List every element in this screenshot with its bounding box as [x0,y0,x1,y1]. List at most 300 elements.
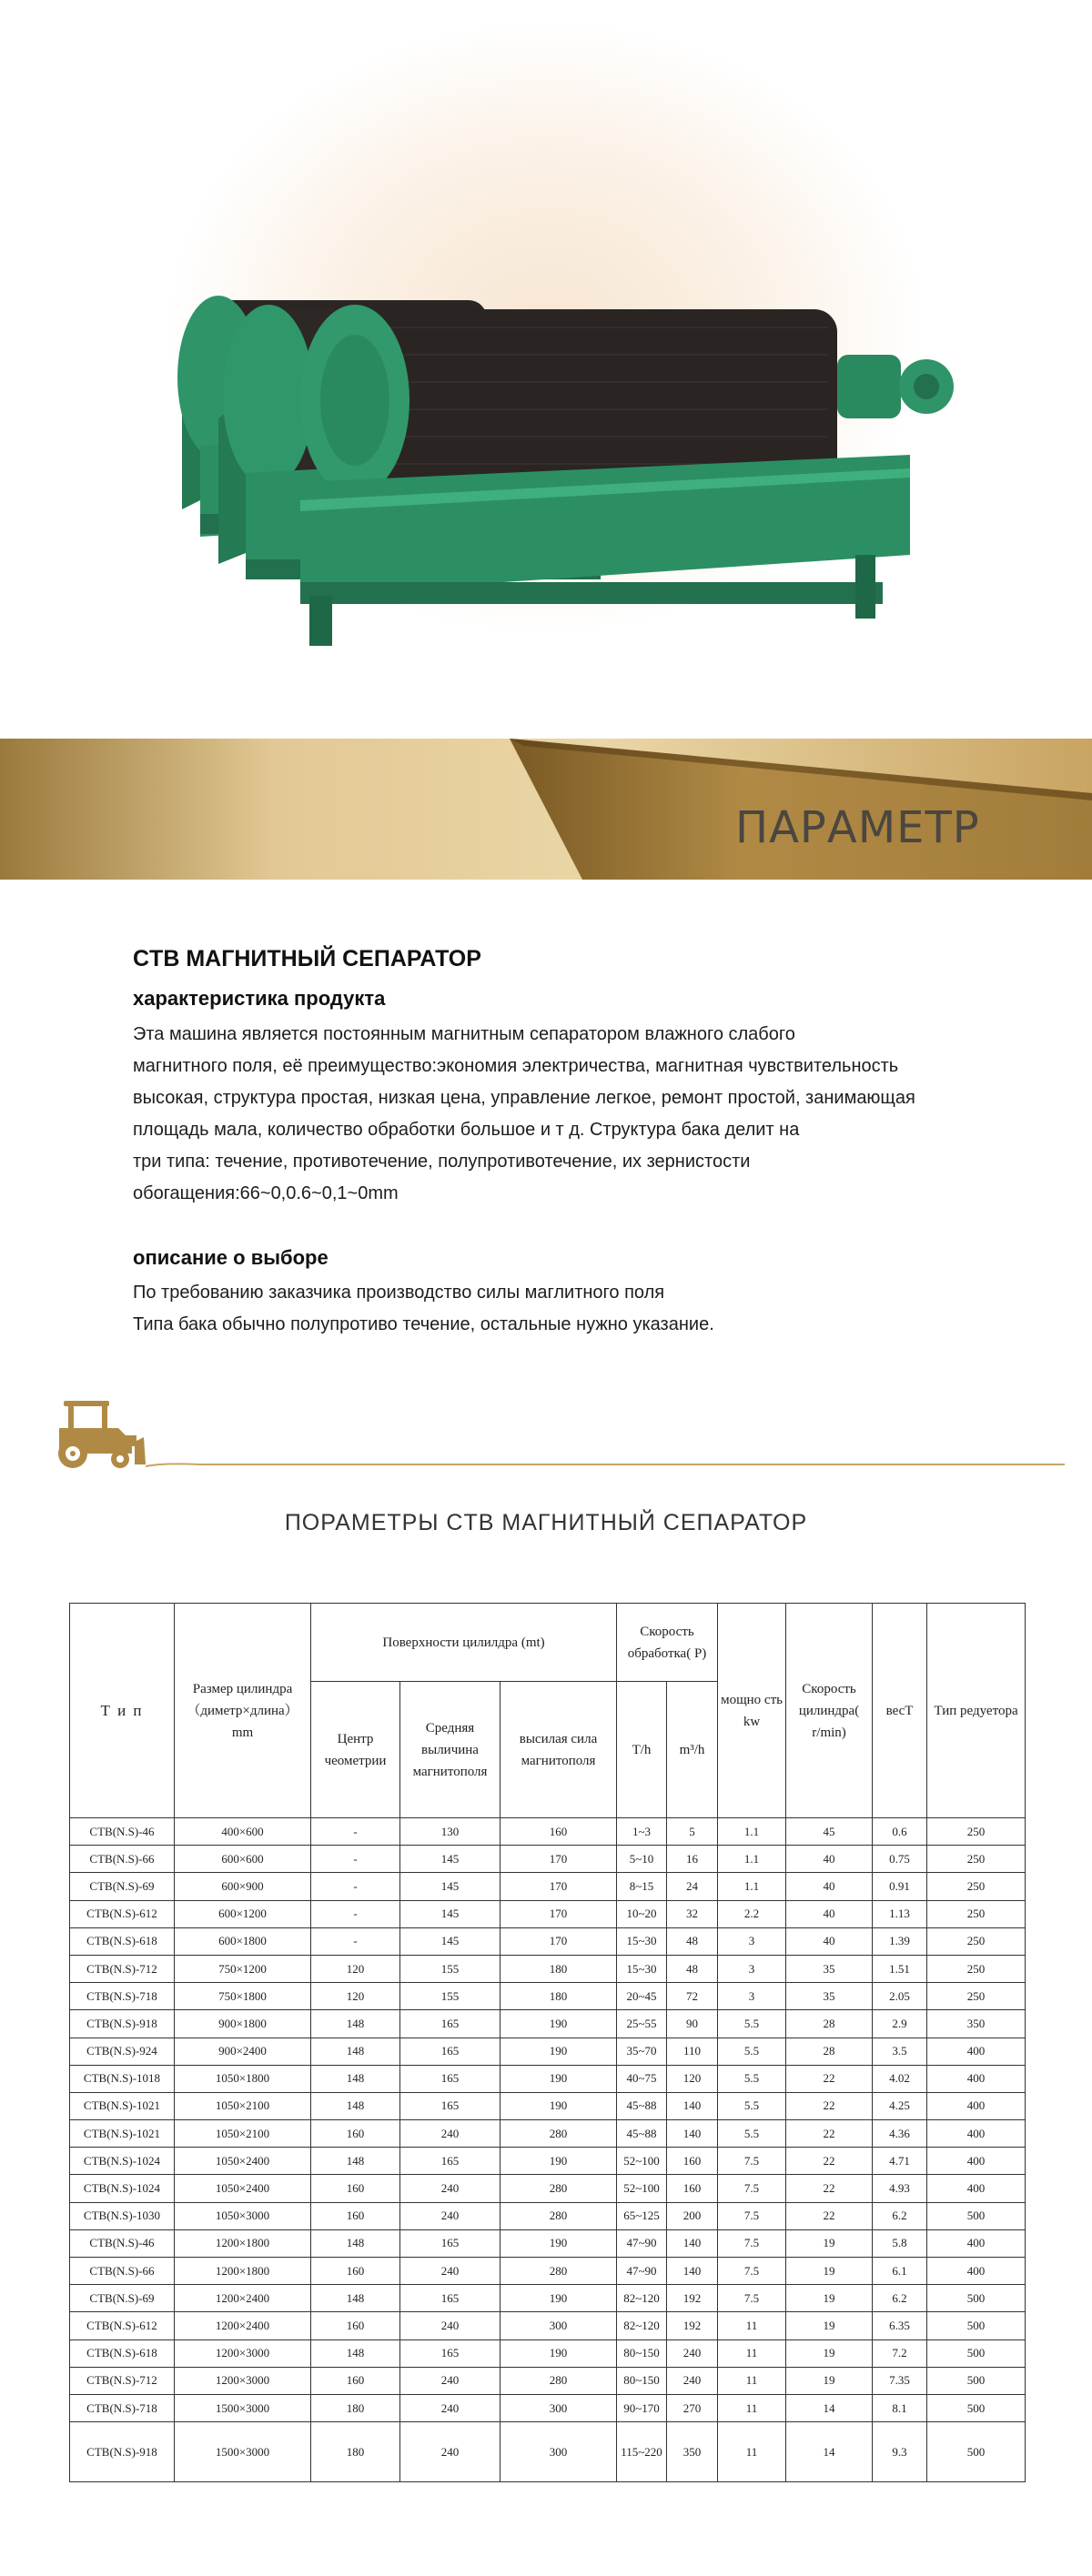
cell-avg: 165 [400,2038,500,2065]
cell-th: 45~88 [617,2120,667,2148]
header-avg: Средняя выличина магнитополя [400,1682,500,1818]
cell-type: CTB(N.S)-1018 [70,2065,175,2092]
cell-max: 300 [500,2422,617,2482]
cell-rpm: 28 [786,2010,873,2038]
cell-center: 148 [311,2148,400,2175]
cell-reducer: 250 [927,1955,1026,1982]
cell-max: 190 [500,2038,617,2065]
cell-avg: 155 [400,1983,500,2010]
selection-line: Типа бака обычно полупротиво течение, остальные нужно указание. [133,1314,714,1334]
cell-size: 1050×1800 [175,2065,311,2092]
table-row [70,1927,1026,1955]
cell-power: 11 [718,2422,786,2482]
cell-max: 280 [500,2120,617,2148]
cell-reducer: 250 [927,1983,1026,2010]
cell-m3h: 32 [667,1900,718,1927]
cell-th: 1~3 [617,1818,667,1846]
cell-avg: 145 [400,1846,500,1873]
cell-power: 7.5 [718,2175,786,2202]
cell-m3h: 72 [667,1983,718,2010]
cell-avg: 145 [400,1900,500,1927]
cell-weight: 5.8 [873,2229,927,2257]
cell-weight: 2.05 [873,1983,927,2010]
cell-m3h: 140 [667,2092,718,2119]
cell-type: CTB(N.S)-712 [70,2367,175,2394]
table-row [70,1873,1026,1900]
cell-weight: 7.35 [873,2367,927,2394]
cell-avg: 165 [400,2092,500,2119]
cell-size: 1500×3000 [175,2394,311,2421]
cell-rpm: 40 [786,1927,873,1955]
table-row [70,2422,1026,2482]
table-row [70,1818,1026,1846]
table-row [70,2285,1026,2312]
cell-center: 160 [311,2312,400,2340]
cell-max: 190 [500,2148,617,2175]
tractor-divider [18,1392,1065,1474]
cell-avg: 165 [400,2148,500,2175]
cell-avg: 145 [400,1873,500,1900]
cell-avg: 240 [400,2175,500,2202]
cell-m3h: 192 [667,2312,718,2340]
table-row [70,2340,1026,2367]
cell-center: 160 [311,2202,400,2229]
cell-rpm: 22 [786,2065,873,2092]
cell-avg: 165 [400,2229,500,2257]
table-row [70,2258,1026,2285]
cell-max: 180 [500,1955,617,1982]
header-surface: Поверхности цилилдра (mt) [311,1604,617,1682]
cell-power: 11 [718,2367,786,2394]
cell-m3h: 120 [667,2065,718,2092]
cell-max: 280 [500,2367,617,2394]
cell-m3h: 270 [667,2394,718,2421]
table-row [70,2394,1026,2421]
cell-rpm: 40 [786,1846,873,1873]
cell-reducer: 500 [927,2367,1026,2394]
table-row [70,1983,1026,2010]
cell-rpm: 14 [786,2422,873,2482]
cell-max: 170 [500,1873,617,1900]
cell-power: 7.5 [718,2285,786,2312]
cell-th: 35~70 [617,2038,667,2065]
cell-power: 2.2 [718,1900,786,1927]
table-row [70,2010,1026,2038]
cell-type: CTB(N.S)-718 [70,1983,175,2010]
cell-type: CTB(N.S)-618 [70,2340,175,2367]
cell-weight: 0.75 [873,1846,927,1873]
cell-max: 300 [500,2394,617,2421]
cell-size: 900×1800 [175,2010,311,2038]
cell-m3h: 240 [667,2340,718,2367]
cell-m3h: 140 [667,2120,718,2148]
cell-power: 5.5 [718,2065,786,2092]
cell-power: 7.5 [718,2202,786,2229]
description-line: Эта машина является постоянным магнитным сепаратором влажного слабого [133,1024,795,1044]
cell-reducer: 400 [927,2175,1026,2202]
cell-power: 3 [718,1983,786,2010]
table-row [70,2175,1026,2202]
cell-m3h: 140 [667,2258,718,2285]
cell-weight: 4.36 [873,2120,927,2148]
cell-center: 148 [311,2285,400,2312]
cell-size: 1200×3000 [175,2367,311,2394]
cell-reducer: 500 [927,2394,1026,2421]
cell-th: 25~55 [617,2010,667,2038]
product-title: CTB МАГНИТНЫЙ СЕПАРАТОР [133,946,481,971]
cell-size: 750×1800 [175,1983,311,2010]
cell-reducer: 500 [927,2312,1026,2340]
cell-weight: 0.6 [873,1818,927,1846]
spec-table [69,1603,1026,2482]
cell-reducer: 400 [927,2148,1026,2175]
cell-m3h: 140 [667,2229,718,2257]
cell-size: 1500×3000 [175,2422,311,2482]
cell-power: 7.5 [718,2148,786,2175]
table-row [70,2092,1026,2119]
cell-rpm: 22 [786,2092,873,2119]
cell-weight: 6.1 [873,2258,927,2285]
cell-weight: 6.2 [873,2202,927,2229]
cell-rpm: 22 [786,2120,873,2148]
description-line: высокая, структура простая, низкая цена, управление легкое, ремонт простой, занимающая [133,1088,915,1108]
cell-reducer: 400 [927,2038,1026,2065]
table-row [70,1900,1026,1927]
cell-max: 190 [500,2340,617,2367]
cell-th: 47~90 [617,2229,667,2257]
parameter-banner [0,739,1092,880]
cell-type: CTB(N.S)-1024 [70,2148,175,2175]
cell-m3h: 192 [667,2285,718,2312]
cell-max: 190 [500,2229,617,2257]
cell-size: 1050×2400 [175,2175,311,2202]
cell-m3h: 16 [667,1846,718,1873]
cell-power: 11 [718,2394,786,2421]
cell-weight: 4.25 [873,2092,927,2119]
cell-th: 15~30 [617,1927,667,1955]
cell-th: 80~150 [617,2367,667,2394]
cell-center: - [311,1818,400,1846]
cell-max: 300 [500,2312,617,2340]
cell-size: 600×900 [175,1873,311,1900]
cell-type: CTB(N.S)-918 [70,2010,175,2038]
table-row [70,2038,1026,2065]
cell-reducer: 400 [927,2229,1026,2257]
cell-power: 11 [718,2312,786,2340]
cell-rpm: 22 [786,2148,873,2175]
cell-power: 1.1 [718,1846,786,1873]
banner-title: ПАРАМЕТР [735,802,980,853]
table-row [70,2120,1026,2148]
cell-type: CTB(N.S)-918 [70,2422,175,2482]
cell-max: 280 [500,2175,617,2202]
cell-th: 5~10 [617,1846,667,1873]
cell-max: 190 [500,2092,617,2119]
cell-rpm: 19 [786,2367,873,2394]
cell-size: 1200×2400 [175,2312,311,2340]
cell-max: 190 [500,2065,617,2092]
cell-size: 1050×3000 [175,2202,311,2229]
cell-size: 600×600 [175,1846,311,1873]
cell-avg: 240 [400,2120,500,2148]
cell-weight: 1.39 [873,1927,927,1955]
cell-rpm: 19 [786,2285,873,2312]
cell-type: CTB(N.S)-612 [70,1900,175,1927]
table-row [70,1846,1026,1873]
cell-center: - [311,1900,400,1927]
cell-th: 20~45 [617,1983,667,2010]
cell-avg: 130 [400,1818,500,1846]
table-title: ПОРАМЕТРЫ CTB МАГНИТНЫЙ СЕПАРАТОР [284,1510,808,1535]
cell-size: 600×1800 [175,1927,311,1955]
cell-reducer: 500 [927,2202,1026,2229]
cell-avg: 240 [400,2394,500,2421]
table-row [70,2148,1026,2175]
cell-center: 180 [311,2394,400,2421]
cell-rpm: 35 [786,1955,873,1982]
cell-th: 115~220 [617,2422,667,2482]
cell-type: CTB(N.S)-66 [70,1846,175,1873]
cell-center: 148 [311,2229,400,2257]
cell-weight: 9.3 [873,2422,927,2482]
cell-reducer: 250 [927,1873,1026,1900]
cell-th: 45~88 [617,2092,667,2119]
cell-reducer: 250 [927,1846,1026,1873]
cell-avg: 145 [400,1927,500,1955]
cell-center: 120 [311,1983,400,2010]
cell-th: 52~100 [617,2148,667,2175]
cell-center: 148 [311,2340,400,2367]
header-weight: весТ [873,1604,927,1818]
cell-avg: 240 [400,2202,500,2229]
cell-center: - [311,1846,400,1873]
cell-rpm: 40 [786,1873,873,1900]
cell-max: 190 [500,2010,617,2038]
spec-table-body [70,1818,1026,2482]
cell-size: 1200×3000 [175,2340,311,2367]
cell-th: 80~150 [617,2340,667,2367]
cell-size: 1050×2100 [175,2120,311,2148]
cell-center: - [311,1927,400,1955]
cell-center: 148 [311,2010,400,2038]
table-row [70,1955,1026,1982]
cell-center: 120 [311,1955,400,1982]
cell-center: - [311,1873,400,1900]
cell-max: 280 [500,2258,617,2285]
cell-th: 15~30 [617,1955,667,1982]
cell-avg: 240 [400,2422,500,2482]
cell-size: 900×2400 [175,2038,311,2065]
cell-max: 280 [500,2202,617,2229]
cell-max: 160 [500,1818,617,1846]
cell-avg: 155 [400,1955,500,1982]
cell-reducer: 500 [927,2340,1026,2367]
cell-power: 7.5 [718,2229,786,2257]
header-size: Размер цилиндра （диметр×длина） mm [175,1604,311,1818]
selection-heading: описание о выборе [133,1246,329,1269]
cell-power: 3 [718,1955,786,1982]
cell-avg: 165 [400,2285,500,2312]
cell-size: 750×1200 [175,1955,311,1982]
cell-type: CTB(N.S)-66 [70,2258,175,2285]
cell-th: 90~170 [617,2394,667,2421]
cell-th: 82~120 [617,2312,667,2340]
cell-weight: 2.9 [873,2010,927,2038]
table-row [70,2312,1026,2340]
cell-avg: 165 [400,2010,500,2038]
cell-rpm: 35 [786,1983,873,2010]
cell-reducer: 400 [927,2092,1026,2119]
cell-reducer: 350 [927,2010,1026,2038]
cell-type: CTB(N.S)-718 [70,2394,175,2421]
cell-center: 148 [311,2065,400,2092]
cell-center: 148 [311,2038,400,2065]
cell-max: 170 [500,1927,617,1955]
cell-type: CTB(N.S)-69 [70,1873,175,1900]
cell-reducer: 250 [927,1900,1026,1927]
header-center: Центр чеометрии [311,1682,400,1818]
cell-avg: 240 [400,2312,500,2340]
cell-rpm: 19 [786,2340,873,2367]
header-rpm: Скорость цилиндра( r/min) [786,1604,873,1818]
cell-reducer: 400 [927,2065,1026,2092]
cell-center: 148 [311,2092,400,2119]
cell-reducer: 400 [927,2120,1026,2148]
cell-size: 600×1200 [175,1900,311,1927]
cell-th: 82~120 [617,2285,667,2312]
cell-size: 1050×2100 [175,2092,311,2119]
cell-power: 1.1 [718,1873,786,1900]
table-row [70,2229,1026,2257]
cell-center: 180 [311,2422,400,2482]
cell-center: 160 [311,2367,400,2394]
cell-m3h: 48 [667,1927,718,1955]
cell-weight: 1.51 [873,1955,927,1982]
cell-rpm: 28 [786,2038,873,2065]
cell-rpm: 19 [786,2258,873,2285]
cell-m3h: 160 [667,2148,718,2175]
cell-weight: 4.02 [873,2065,927,2092]
cell-reducer: 250 [927,1927,1026,1955]
cell-type: CTB(N.S)-69 [70,2285,175,2312]
cell-reducer: 250 [927,1818,1026,1846]
header-th: T/h [617,1682,667,1818]
magnetic-separator-image [164,282,974,646]
features-heading: характеристика продукта [133,987,386,1010]
cell-size: 1200×2400 [175,2285,311,2312]
cell-weight: 6.35 [873,2312,927,2340]
cell-th: 47~90 [617,2258,667,2285]
cell-avg: 240 [400,2367,500,2394]
cell-rpm: 22 [786,2175,873,2202]
cell-th: 52~100 [617,2175,667,2202]
cell-type: CTB(N.S)-1021 [70,2120,175,2148]
cell-m3h: 160 [667,2175,718,2202]
cell-rpm: 14 [786,2394,873,2421]
cell-power: 3 [718,1927,786,1955]
cell-center: 160 [311,2175,400,2202]
header-type: Т и п [70,1604,175,1818]
cell-type: CTB(N.S)-1024 [70,2175,175,2202]
product-description [133,1019,915,1210]
cell-th: 10~20 [617,1900,667,1927]
cell-type: CTB(N.S)-46 [70,2229,175,2257]
cell-power: 5.5 [718,2092,786,2119]
cell-m3h: 24 [667,1873,718,1900]
cell-th: 8~15 [617,1873,667,1900]
cell-max: 170 [500,1846,617,1873]
cell-type: CTB(N.S)-612 [70,2312,175,2340]
cell-m3h: 200 [667,2202,718,2229]
cell-power: 5.5 [718,2010,786,2038]
selection-description [133,1277,714,1341]
cell-rpm: 19 [786,2229,873,2257]
description-line: обогащения:66~0,0.6~0,1~0mm [133,1183,399,1203]
tractor-icon [58,1401,146,1468]
cell-rpm: 40 [786,1900,873,1927]
cell-rpm: 19 [786,2312,873,2340]
cell-type: CTB(N.S)-618 [70,1927,175,1955]
table-row [70,2367,1026,2394]
cell-type: CTB(N.S)-712 [70,1955,175,1982]
cell-m3h: 110 [667,2038,718,2065]
header-reducer: Тип редуеторa [927,1604,1026,1818]
cell-th: 40~75 [617,2065,667,2092]
cell-m3h: 240 [667,2367,718,2394]
header-m3h: m³/h [667,1682,718,1818]
cell-weight: 0.91 [873,1873,927,1900]
cell-type: CTB(N.S)-924 [70,2038,175,2065]
cell-type: CTB(N.S)-46 [70,1818,175,1846]
cell-reducer: 500 [927,2285,1026,2312]
cell-power: 7.5 [718,2258,786,2285]
cell-type: CTB(N.S)-1021 [70,2092,175,2119]
cell-m3h: 90 [667,2010,718,2038]
table-row [70,2065,1026,2092]
cell-max: 190 [500,2285,617,2312]
cell-size: 1200×1800 [175,2229,311,2257]
cell-weight: 4.93 [873,2175,927,2202]
header-speed: Скорость обработка( P) [617,1604,718,1682]
cell-avg: 165 [400,2065,500,2092]
description-line: три типа: течение, противотечение, полупротивотечение, их зернистости [133,1152,751,1172]
cell-weight: 1.13 [873,1900,927,1927]
cell-rpm: 45 [786,1818,873,1846]
cell-power: 1.1 [718,1818,786,1846]
cell-center: 160 [311,2258,400,2285]
cell-weight: 4.71 [873,2148,927,2175]
cell-type: CTB(N.S)-1030 [70,2202,175,2229]
cell-avg: 240 [400,2258,500,2285]
cell-power: 5.5 [718,2038,786,2065]
hero-image [0,0,1092,737]
cell-weight: 6.2 [873,2285,927,2312]
cell-center: 160 [311,2120,400,2148]
description-line: магнитного поля, её преимущество:экономия электричества, магнитная чувствительность [133,1056,899,1076]
header-max: высилая сила магнитополя [500,1682,617,1818]
cell-weight: 7.2 [873,2340,927,2367]
description-line: площадь мала, количество обработки большое и т д. Структура бака делит на [133,1120,800,1140]
cell-avg: 165 [400,2340,500,2367]
selection-line: По требованию заказчика производство силы маглитного поля [133,1283,665,1303]
header-power: мощно сть kw [718,1604,786,1818]
cell-size: 400×600 [175,1818,311,1846]
cell-max: 180 [500,1983,617,2010]
cell-reducer: 500 [927,2422,1026,2482]
cell-size: 1050×2400 [175,2148,311,2175]
cell-power: 11 [718,2340,786,2367]
cell-th: 65~125 [617,2202,667,2229]
